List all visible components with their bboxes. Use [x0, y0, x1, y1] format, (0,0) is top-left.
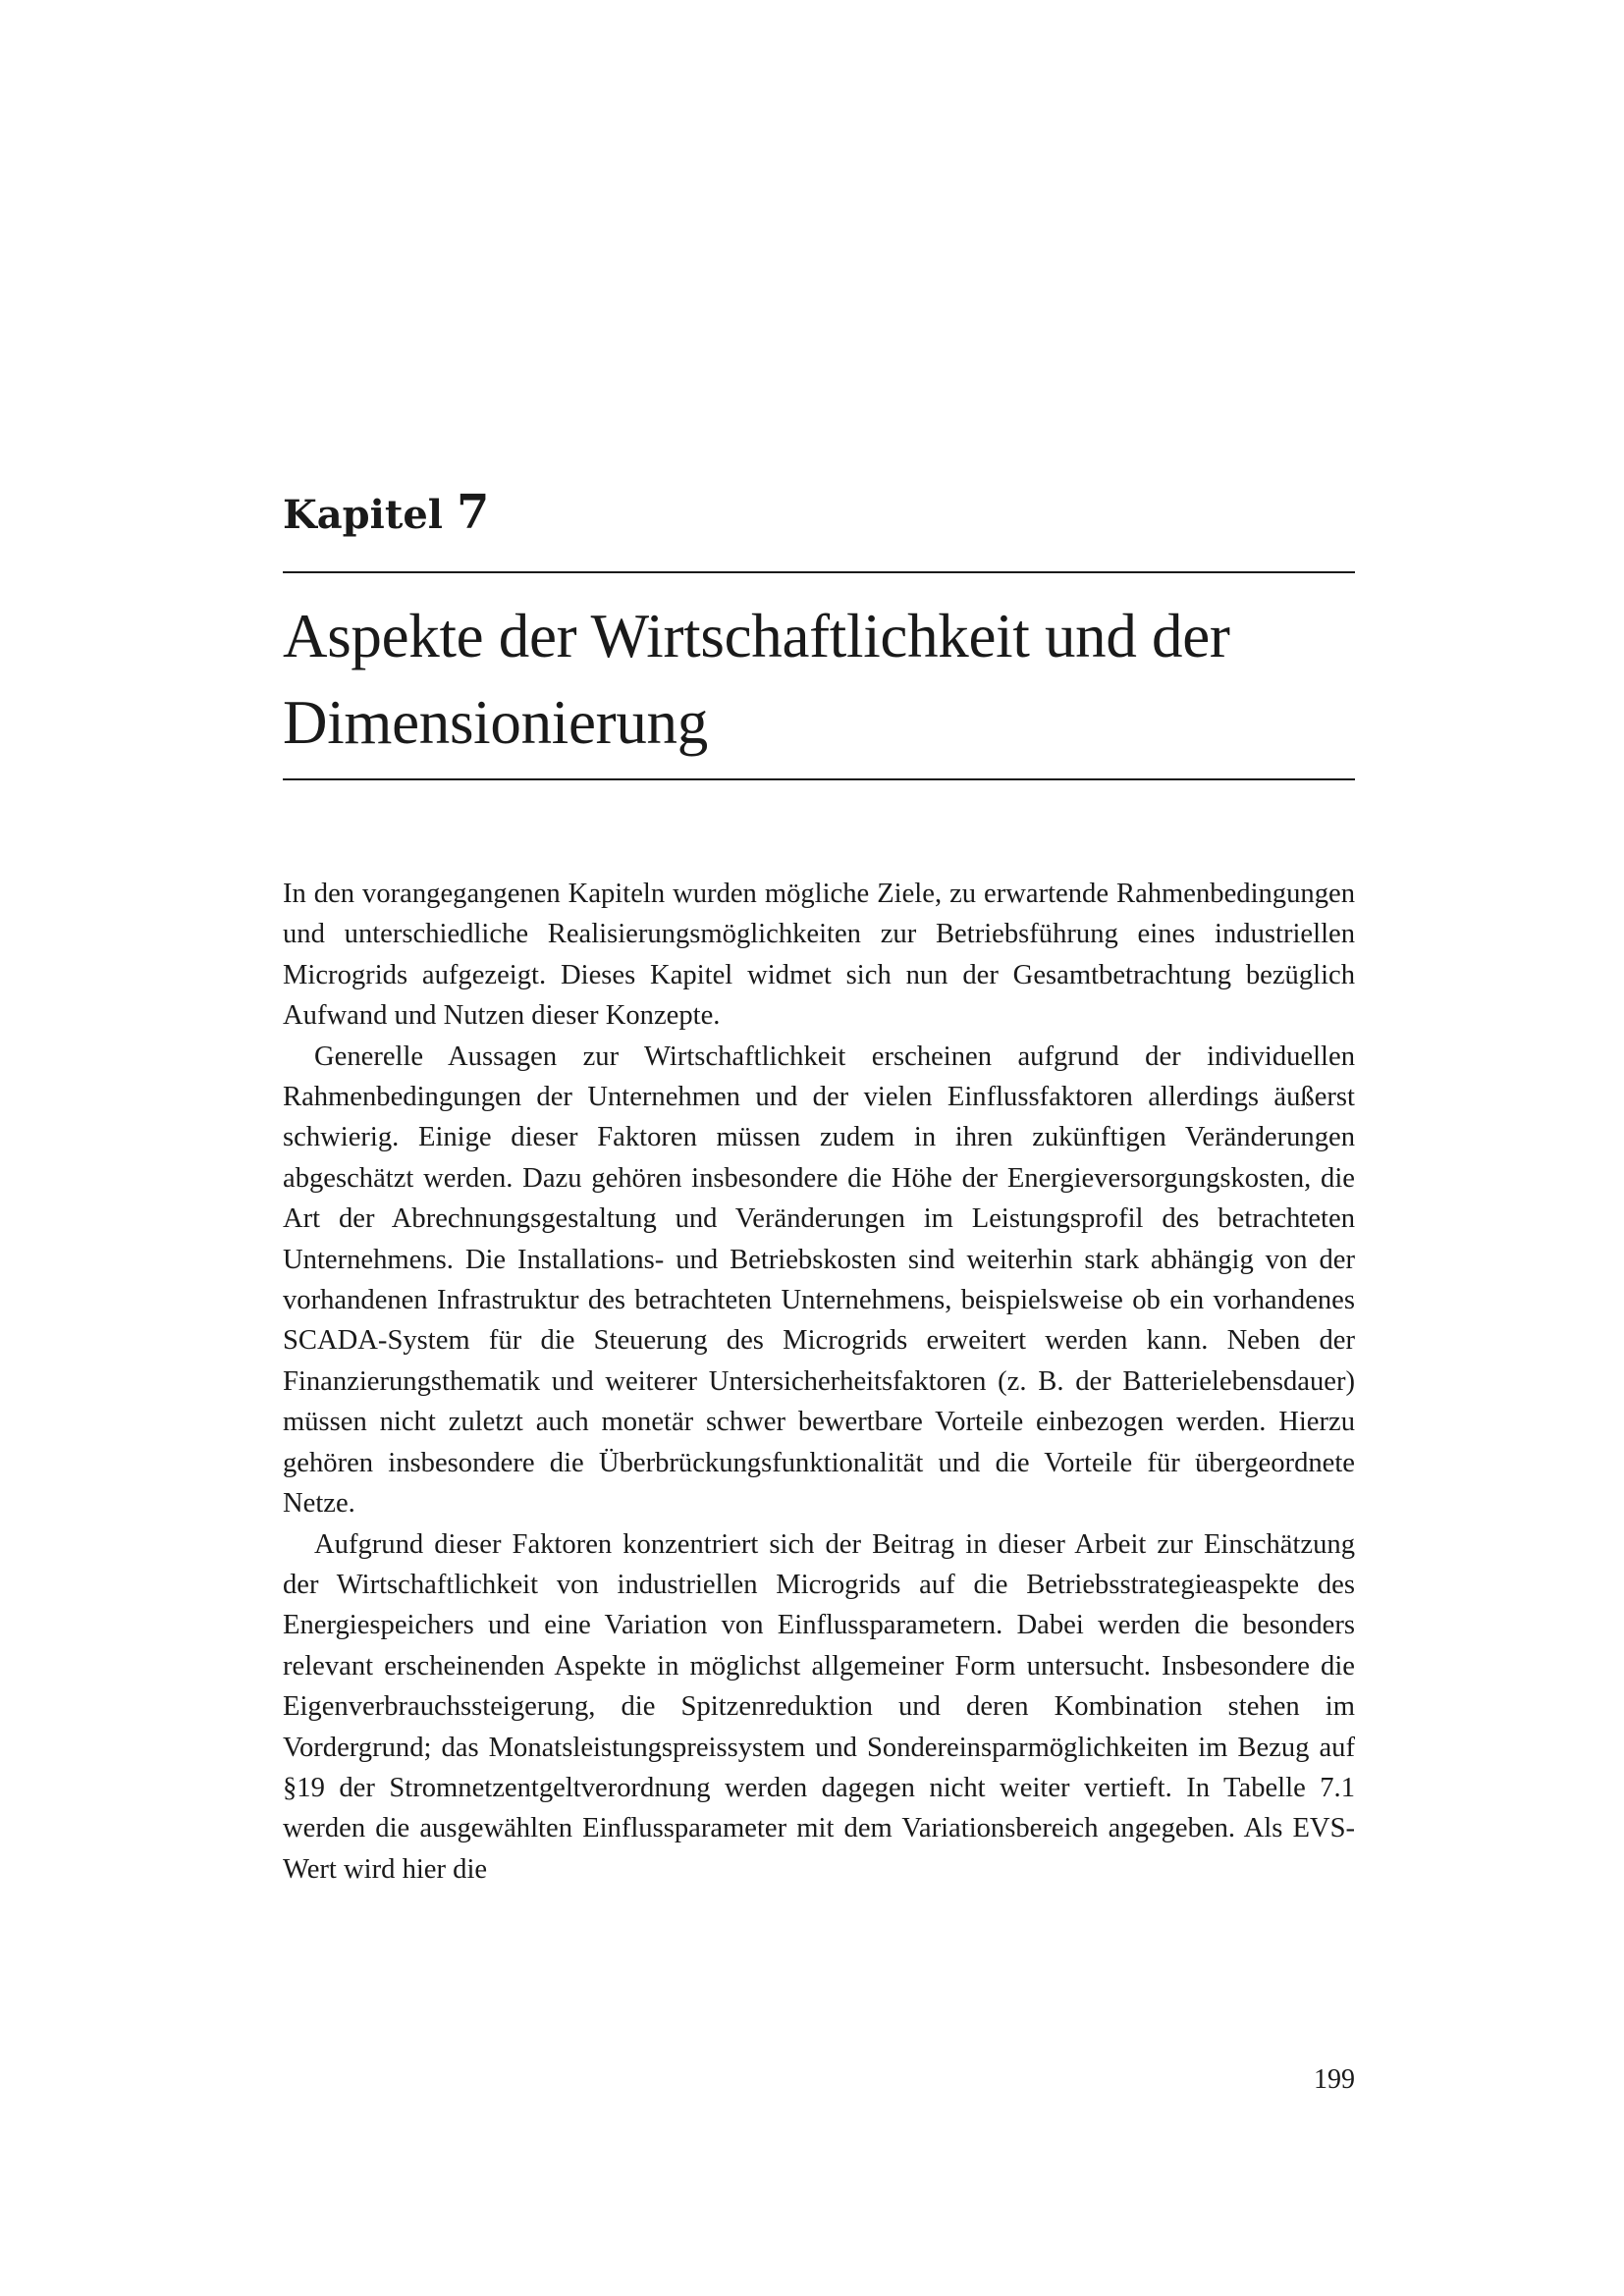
- chapter-label-word: Kapitel: [283, 492, 443, 538]
- body-text: [283, 874, 1355, 1890]
- paragraph-2: Generelle Aussagen zur Wirtschaftlichkeit erscheinen aufgrund der individuellen Rahmenbedingungen der Unternehmen und der vielen Einflussfaktoren allerdings äußerst schwierig. Einige dieser Faktoren müssen zudem in ihren zukünftigen Veränderungen abgeschätzt werden. Dazu gehören insbesondere die Höhe der Energieversorgungskosten, die Art der Abrechnungsgestaltung und Veränderungen im Leistungsprofil des betrachteten Unternehmens. Die Installations- und Betriebskosten sind weiterhin stark abhängig von der vorhandenen Infrastruktur des betrachteten Unternehmens, beispielsweise ob ein vorhandenes SCADA-System für die Steuerung des Microgrids erweitert werden kann. Neben der Finanzierungsthematik und weiterer Untersicherheitsfaktoren (z. B. der Batterielebensdauer) müssen nicht zuletzt auch monetär schwer bewertbare Vorteile einbezogen werden. Hierzu gehören insbesondere die Überbrückungsfunktionalität und die Vorteile für übergeordnete Netze.: [283, 1041, 1355, 1520]
- paragraph-3: Aufgrund dieser Faktoren konzentriert sich der Beitrag in dieser Arbeit zur Einschätzung der Wirtschaftlichkeit von industriellen Microgrids auf die Betriebsstrategieaspekte des Energiespeichers und eine Variation von Einflussparametern. Dabei werden die besonders relevant erscheinenden Aspekte in möglichst allgemeiner Form untersucht. Insbesondere die Eigenverbrauchssteigerung, die Spitzenreduktion und deren Kombination stehen im Vordergrund; das Monatsleistungspreissystem und Sondereinsparmöglichkeiten im Bezug auf §19 der Stromnetzentgeltverordnung werden dagegen nicht weiter vertieft. In Tabelle 7.1 werden die ausgewählten Einflussparameter mit dem Variationsbereich angegeben. Als EVS-Wert wird hier die: [283, 1528, 1355, 1885]
- chapter-number: 7: [456, 485, 490, 540]
- paragraph-1: In den vorangegangenen Kapiteln wurden mögliche Ziele, zu erwartende Rahmenbedingungen und unterschiedliche Realisierungsmöglichkeiten zur Betriebsführung eines industriellen Microgrids aufgezeigt. Dieses Kapitel widmet sich nun der Gesamtbetrachtung bezüglich Aufwand und Nutzen dieser Konzepte.: [283, 879, 1355, 1032]
- chapter-title: [283, 593, 1355, 766]
- chapter-title-line-2: Dimensionierung: [283, 688, 708, 757]
- chapter-label: [283, 483, 489, 545]
- chapter-rule-top: [283, 571, 1355, 573]
- chapter-title-line-1: Aspekte der Wirtschaftlichkeit und der: [283, 602, 1230, 670]
- chapter-rule-bottom: [283, 778, 1355, 780]
- page-number: 199: [1314, 2064, 1355, 2095]
